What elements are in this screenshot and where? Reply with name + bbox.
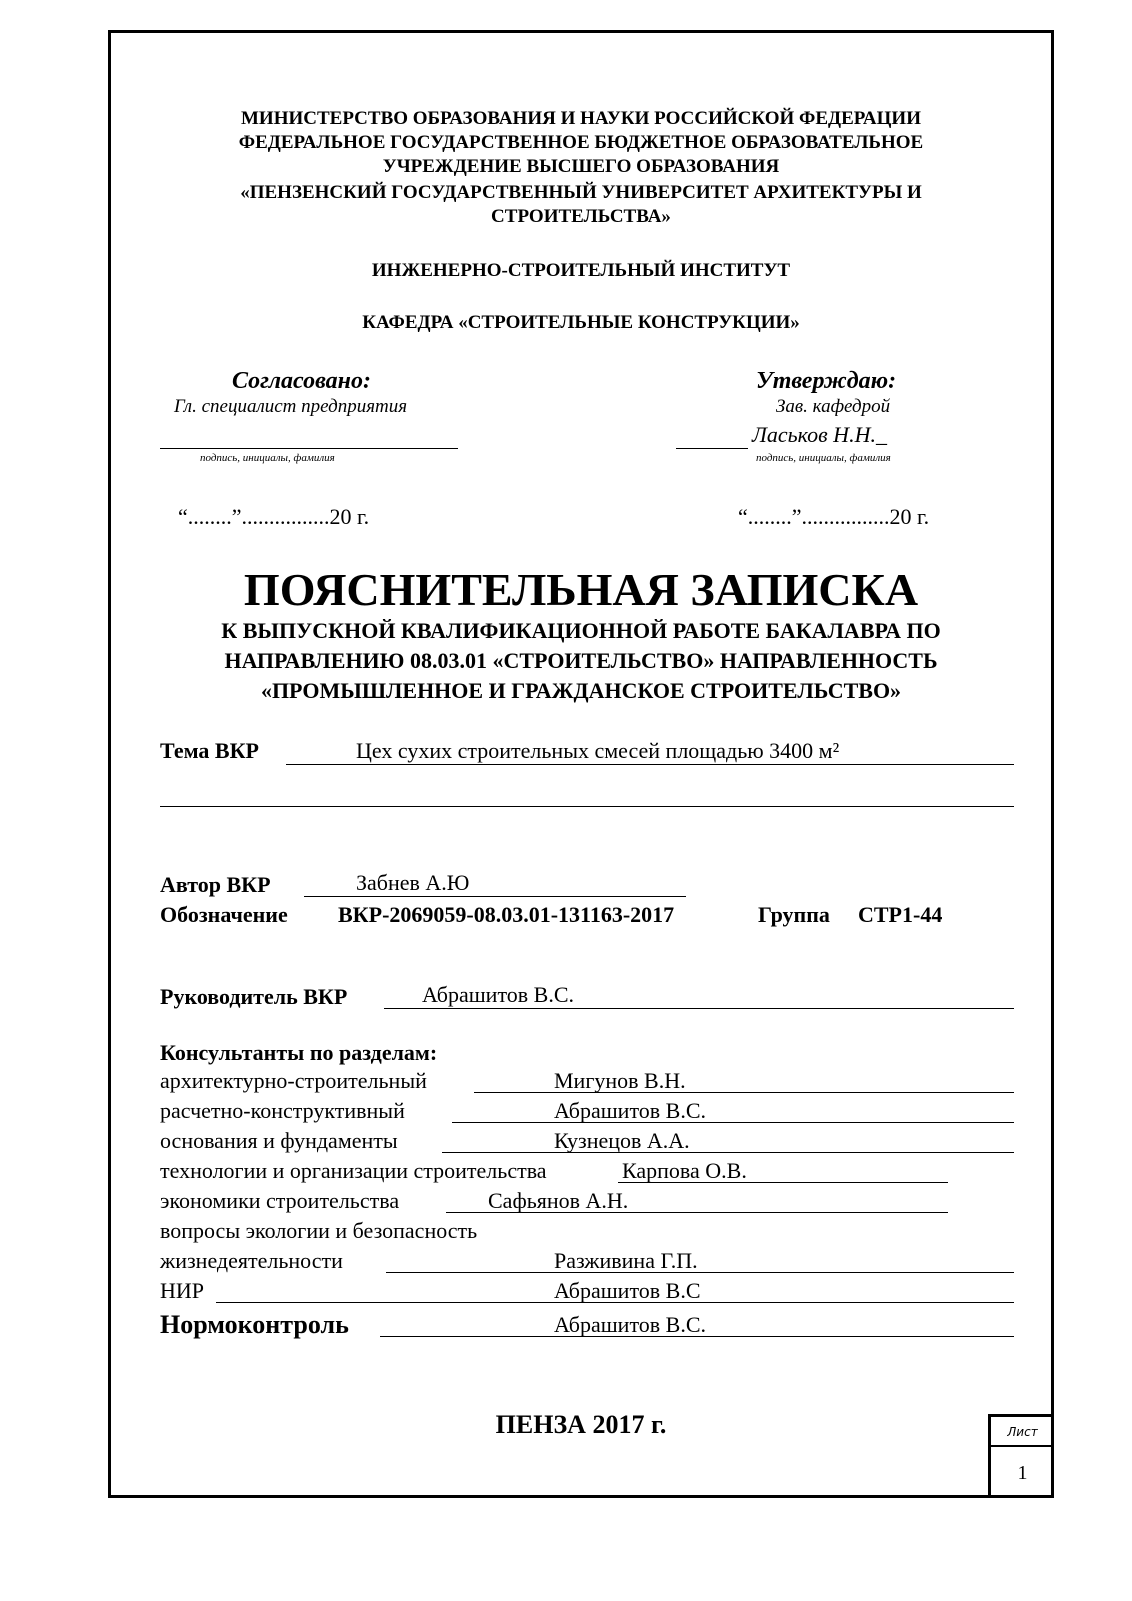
agreed-title: Согласовано: (232, 368, 371, 394)
normcontrol-name: Абрашитов В.С. (554, 1312, 707, 1337)
agreed-caption: подпись, инициалы, фамилия (200, 452, 335, 464)
department-name: КАФЕДРА «СТРОИТЕЛЬНЫЕ КОНСТРУКЦИИ» (362, 312, 800, 333)
supervisor-value: Абрашитов В.С. (422, 982, 575, 1007)
university-line-1: «ПЕНЗЕНСКИЙ ГОСУДАРСТВЕННЫЙ УНИВЕРСИТЕТ АРХИТЕКТУРЫ И (240, 182, 922, 203)
document-subtitle-2: НАПРАВЛЕНИЮ 08.03.01 «СТРОИТЕЛЬСТВО» НАПРАВЛЕННОСТЬ (224, 648, 938, 673)
document-subtitle-3: «ПРОМЫШЛЕННОЕ И ГРАЖДАНСКОЕ СТРОИТЕЛЬСТВО» (260, 678, 902, 703)
consultant-underline (386, 1272, 1014, 1273)
agreed-role: Гл. специалист предприятия (174, 396, 408, 417)
city-year: ПЕНЗА 2017 г. (495, 1410, 667, 1439)
consultant-section: основания и фундаменты (160, 1128, 398, 1153)
agreed-date: “........”................20 г. (178, 504, 370, 529)
consultant-name: Сафьянов А.Н. (488, 1188, 629, 1213)
consultant-section: экономики строительства (160, 1188, 400, 1213)
consultant-name: Карпова О.В. (622, 1158, 747, 1183)
consultant-underline (442, 1152, 1014, 1153)
sheet-stamp (988, 1414, 1054, 1498)
approve-role: Зав. кафедрой (776, 396, 891, 417)
author-underline (304, 896, 686, 897)
institution-line-1: ФЕДЕРАЛЬНОЕ ГОСУДАРСТВЕННОЕ БЮДЖЕТНОЕ ОБРАЗОВАТЕЛЬНОЕ (238, 132, 924, 153)
consultant-section: жизнедеятельности (160, 1248, 343, 1273)
theme-underline (286, 764, 1014, 765)
normcontrol-label: Нормоконтроль (160, 1310, 349, 1339)
sheet-label: Лист (991, 1417, 1054, 1447)
consultant-name: Мигунов В.Н. (554, 1068, 686, 1093)
supervisor-underline (384, 1008, 1014, 1009)
consultant-section: архитектурно-строительный (160, 1068, 427, 1093)
approve-title: Утверждаю: (756, 368, 897, 394)
consultant-section: расчетно-конструктивный (160, 1098, 405, 1123)
approve-name: Ласьков Н.Н._ (752, 422, 887, 447)
document-title: ПОЯСНИТЕЛЬНАЯ ЗАПИСКА (243, 564, 919, 615)
consultant-name: Абрашитов В.С. (554, 1098, 707, 1123)
author-label: Автор ВКР (160, 872, 271, 897)
group-label: Группа (758, 902, 830, 927)
consultant-section: технологии и организации строительства (160, 1158, 547, 1183)
author-value: Забнев А.Ю (356, 870, 470, 895)
designation-code: ВКР-2069059-08.03.01-131163-2017 (338, 902, 675, 927)
document-subtitle-1: К ВЫПУСКНОЙ КВАЛИФИКАЦИОННОЙ РАБОТЕ БАКАЛАВРА ПО (221, 618, 941, 643)
theme-label: Тема ВКР (160, 738, 259, 763)
approve-caption: подпись, инициалы, фамилия (756, 452, 891, 464)
sheet-number: 1 (1017, 1462, 1028, 1484)
approve-signature-line (676, 448, 748, 449)
agreed-signature-line (160, 448, 458, 449)
institution-line-2: УЧРЕЖДЕНИЕ ВЫСШЕГО ОБРАЗОВАНИЯ (382, 156, 780, 177)
consultants-heading: Консультанты по разделам: (160, 1040, 438, 1065)
ministry-line: МИНИСТЕРСТВО ОБРАЗОВАНИЯ И НАУКИ РОССИЙСКОЙ ФЕДЕРАЦИИ (241, 108, 921, 129)
group-value: СТР1-44 (858, 902, 943, 927)
consultant-name: Разживина Г.П. (554, 1248, 698, 1273)
approve-date: “........”................20 г. (738, 504, 930, 529)
designation-label: Обозначение (160, 902, 288, 927)
university-line-2: СТРОИТЕЛЬСТВА» (491, 206, 671, 227)
supervisor-label: Руководитель ВКР (160, 984, 348, 1009)
theme-second-line (160, 806, 1014, 807)
theme-value: Цех сухих строительных смесей площадью 3400 м² (356, 738, 840, 763)
consultant-underline (452, 1122, 1014, 1123)
consultant-section: вопросы экологии и безопасность (160, 1218, 478, 1243)
consultant-name: Кузнецов А.А. (554, 1128, 690, 1153)
consultant-section: НИР (160, 1278, 205, 1303)
consultant-name: Абрашитов В.С (554, 1278, 701, 1303)
institute-name: ИНЖЕНЕРНО-СТРОИТЕЛЬНЫЙ ИНСТИТУТ (371, 260, 791, 281)
